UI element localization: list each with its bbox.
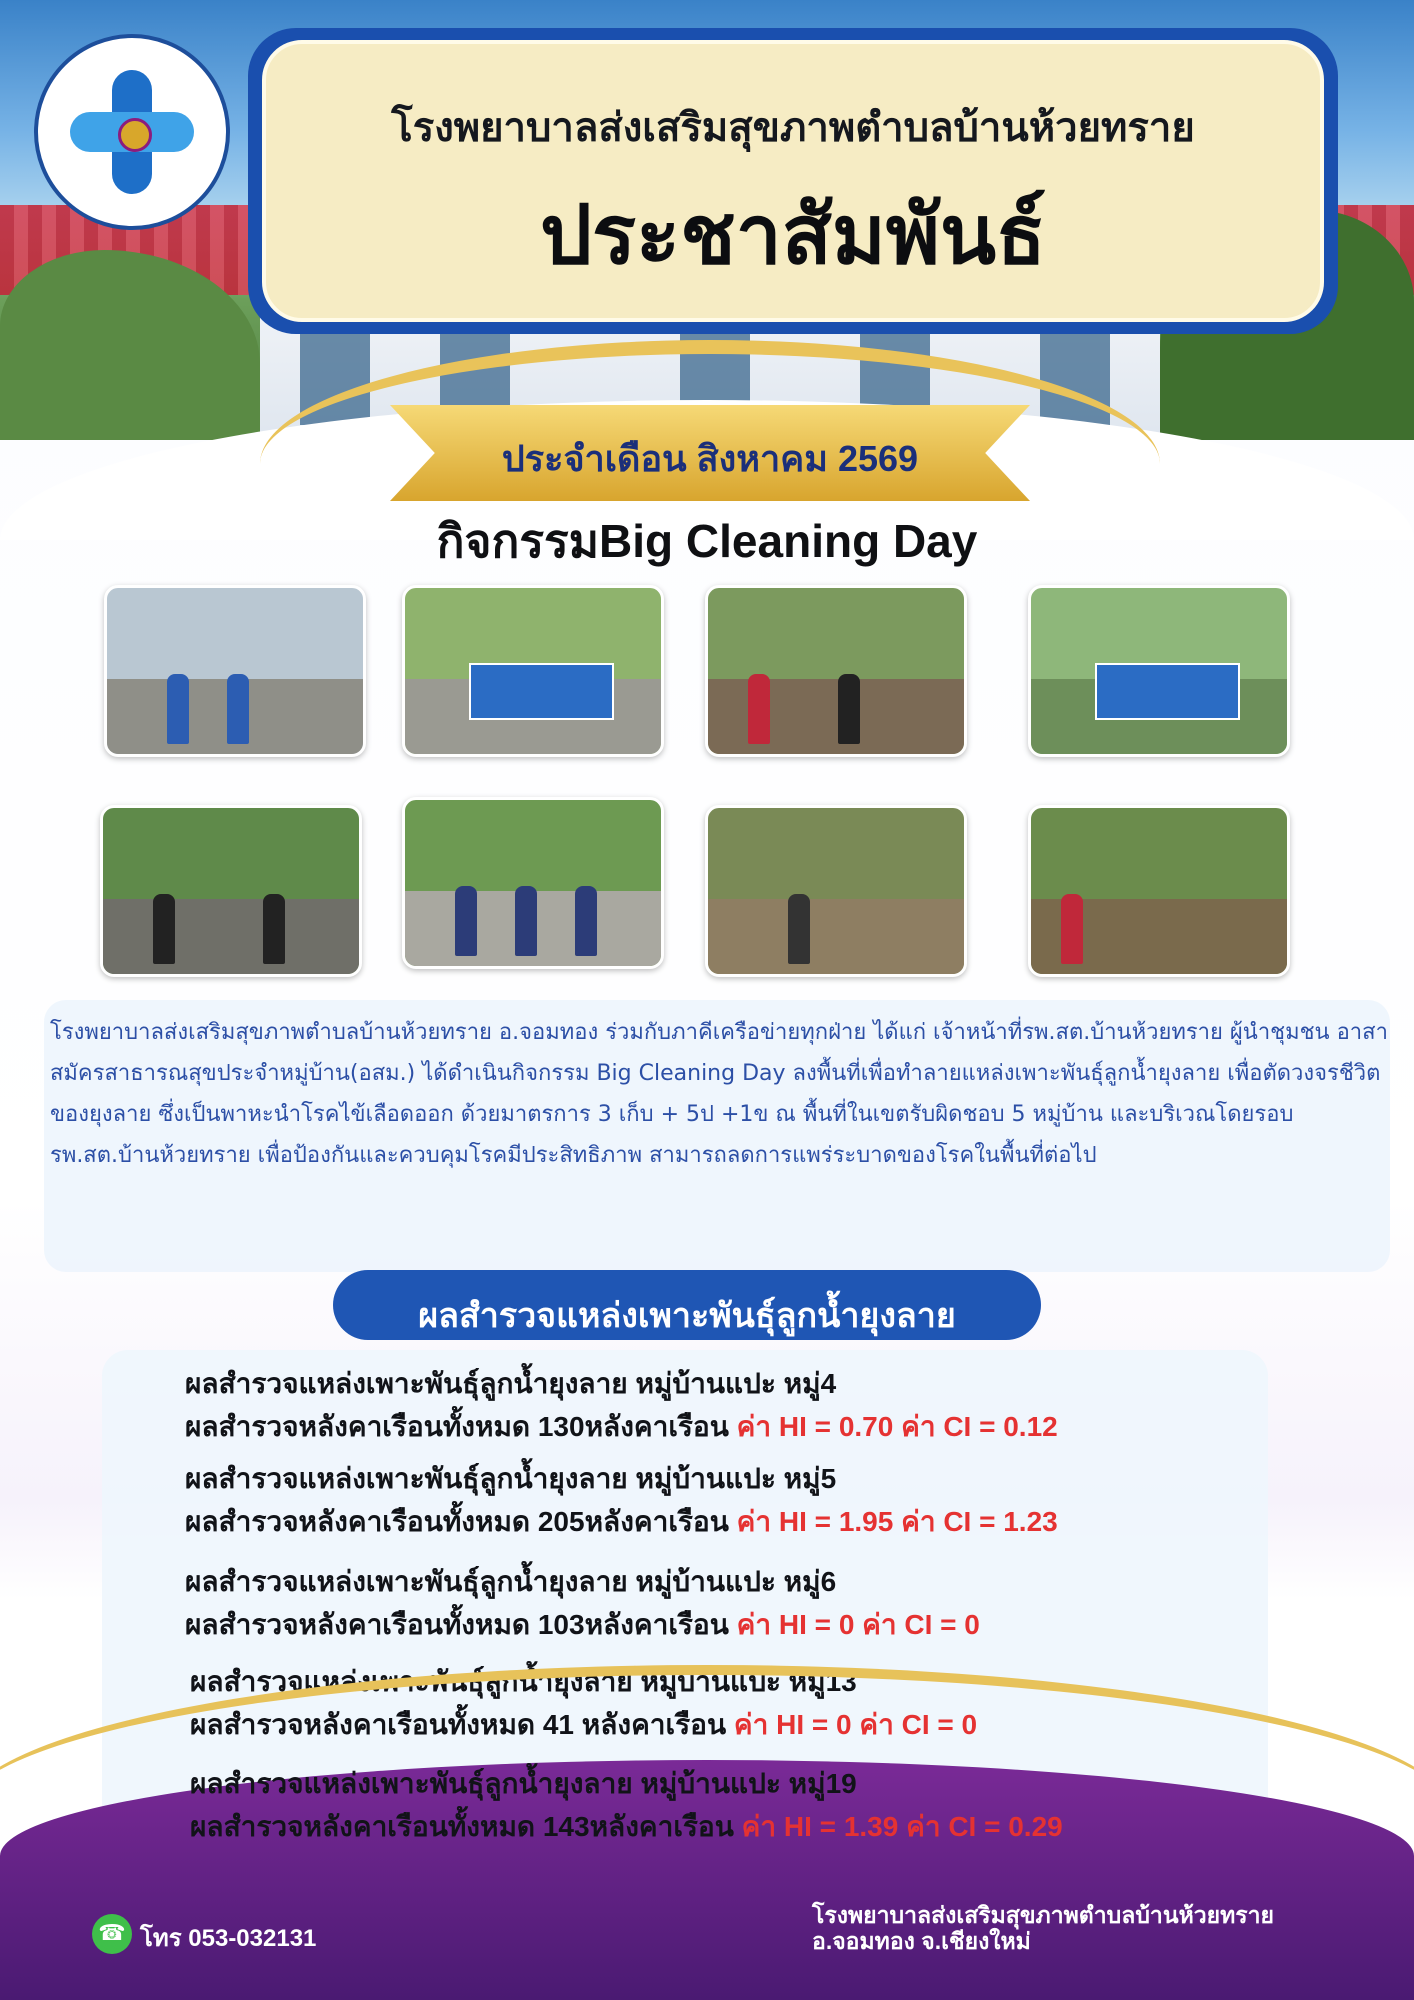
activity-title: กิจกรรมBig Cleaning Day (436, 515, 978, 567)
page-title: ประชาสัมพันธ์ (539, 190, 1047, 281)
larval-indices: ค่า HI = 1.95 ค่า CI = 1.23 (736, 1506, 1058, 1537)
village-household-result: ผลสำรวจหลังคาเรือนทั้งหมด 143หลังคาเรือน ค่า HI = 1.39 ค่า CI = 0.29 (190, 1811, 1063, 1842)
village-household-result: ผลสำรวจหลังคาเรือนทั้งหมด 130หลังคาเรือน ค่า HI = 0.70 ค่า CI = 0.12 (185, 1411, 1058, 1442)
hospital-name: โรงพยาบาลส่งเสริมสุขภาพตำบลบ้านห้วยทราย (391, 106, 1195, 150)
village-survey-title: ผลสำรวจแหล่งเพาะพันธุ์ลูกน้ำยุงลาย หมู่บ้านแปะ หมู่5 (185, 1463, 837, 1494)
phone-icon: ☎ (92, 1914, 132, 1954)
village-household-result: ผลสำรวจหลังคาเรือนทั้งหมด 205หลังคาเรือน ค่า HI = 1.95 ค่า CI = 1.23 (185, 1506, 1058, 1537)
village-survey-title: ผลสำรวจแหล่งเพาะพันธุ์ลูกน้ำยุงลาย หมู่บ้านแปะ หมู่19 (190, 1768, 857, 1799)
village-survey-title: ผลสำรวจแหล่งเพาะพันธุ์ลูกน้ำยุงลาย หมู่บ้านแปะ หมู่6 (185, 1566, 837, 1597)
larval-indices: ค่า HI = 0 ค่า CI = 0 (736, 1609, 980, 1640)
month-banner: ประจำเดือน สิงหาคม 2569 (501, 438, 919, 479)
hospital-logo (34, 34, 230, 230)
larval-indices: ค่า HI = 1.39 ค่า CI = 0.29 (741, 1811, 1063, 1842)
larval-indices: ค่า HI = 0 ค่า CI = 0 (733, 1709, 978, 1740)
footer-org-name: โรงพยาบาลส่งเสริมสุขภาพตำบลบ้านห้วยทราย (812, 1902, 1275, 1928)
activity-photo-7 (705, 805, 967, 977)
activity-photo-2 (402, 585, 664, 757)
phone-number: โทร 053-032131 (140, 1925, 317, 1952)
footer-org-location: อ.จอมทอง จ.เชียงใหม่ (812, 1928, 1031, 1954)
activity-photo-3 (705, 585, 967, 757)
activity-photo-4 (1028, 585, 1290, 757)
larval-indices: ค่า HI = 0.70 ค่า CI = 0.12 (736, 1411, 1058, 1442)
village-household-result: ผลสำรวจหลังคาเรือนทั้งหมด 103หลังคาเรือน ค่า HI = 0 ค่า CI = 0 (185, 1609, 980, 1640)
survey-heading: ผลสำรวจแหล่งเพาะพันธุ์ลูกน้ำยุงลาย (418, 1297, 956, 1335)
village-survey-title: ผลสำรวจแหล่งเพาะพันธุ์ลูกน้ำยุงลาย หมู่บ้านแปะ หมู่4 (185, 1368, 837, 1399)
activity-photo-8 (1028, 805, 1290, 977)
footer-organization (812, 1902, 1392, 1954)
village-survey-title: ผลสำรวจแหล่งเพาะพันธุ์ลูกน้ำยุงลาย หมู่บ้านแปะ หมู่13 (190, 1666, 857, 1697)
activity-description: โรงพยาบาลส่งเสริมสุขภาพตำบลบ้านห้วยทราย อ.จอมทอง ร่วมกับภาคีเครือข่ายทุกฝ่าย ได้แก่ เจ้าหน้าที่รพ.สต.บ้านห้วยทราย ผู้นำชุมชน อาสาสมัครสาธารณสุขประจำหมู่บ้าน(อสม.) ได้ดำเนินกิจกรรม Big Cleaning Day ลงพื้นที่เพื่อทำลายแหล่งเพาะพันธุ์ลูกน้ำยุงลาย เพื่อตัดวงจรชีวิตของยุงลาย ซึ่งเป็นพาหะนำโรคไข้เลือดออก ด้วยมาตรการ 3 เก็บ + 5ป +1ข ณ พื้นที่ในเขตรับผิดชอบ 5 หมู่บ้าน และบริเวณโดยรอบรพ.สต.บ้านห้วยทราย เพื่อป้องกันและควบคุมโรคมีประสิทธิภาพ สามารถลดการแพร่ระบาดของโรคในพื้นที่ต่อไป (50, 1020, 1388, 1168)
activity-photo-1 (104, 585, 366, 757)
village-household-result: ผลสำรวจหลังคาเรือนทั้งหมด 41 หลังคาเรือน ค่า HI = 0 ค่า CI = 0 (190, 1709, 978, 1740)
activity-photo-5 (100, 805, 362, 977)
activity-photo-6 (402, 797, 664, 969)
